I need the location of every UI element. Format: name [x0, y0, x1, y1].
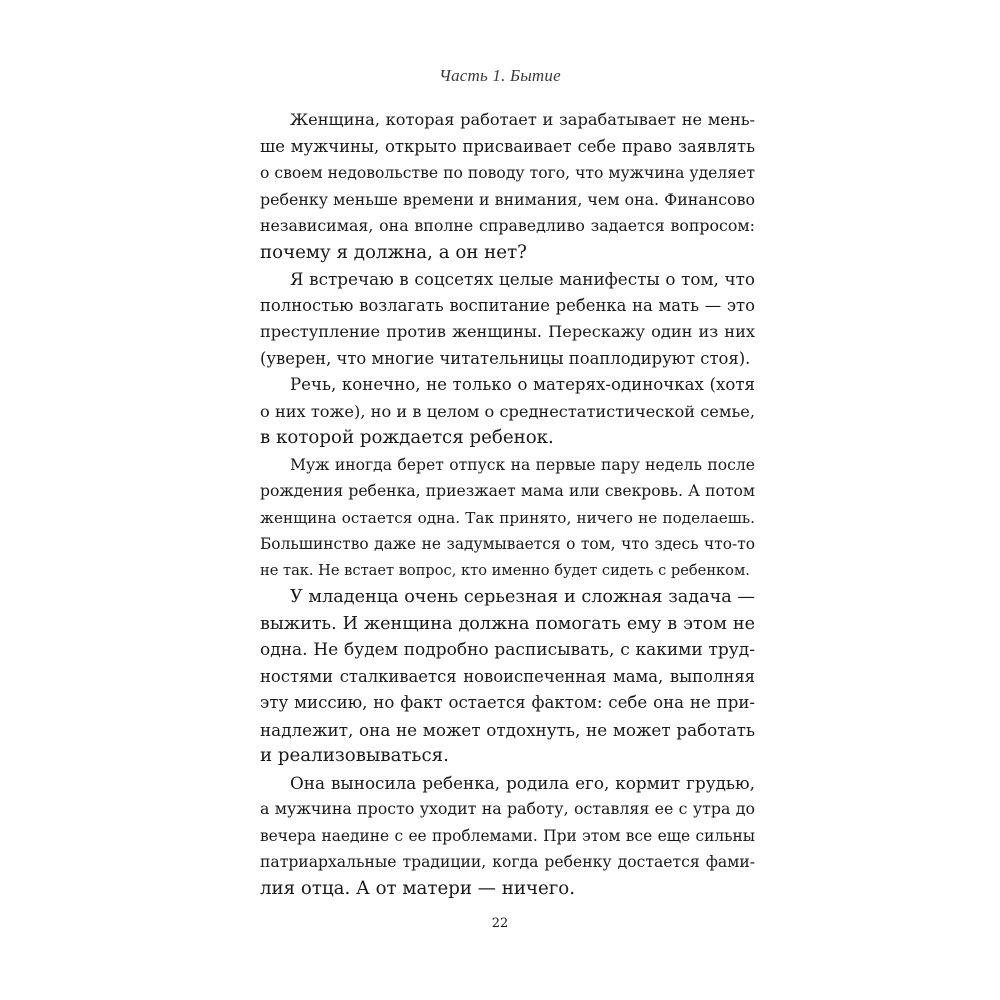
text-line: одна. Не будем подробно расписывать, с какими труд- [260, 640, 755, 660]
text-line: патриархальные традиции, когда ребенку достается фами- [260, 853, 755, 871]
text-line: а мужчина просто уходит на работу, оставляя ее с утра до [260, 799, 755, 818]
text-line: о своем недовольстве по поводу того, что мужчина уделяет [260, 164, 755, 182]
text-line: ностями сталкивается новоиспеченная мама, выполняя [260, 666, 755, 686]
text-line: Речь, конечно, не только о матерях-одиночках (хотя [290, 375, 755, 394]
text-line: эту миссию, но факт остается фактом: себе она не при- [260, 693, 755, 712]
text-line: выжить. И женщина должна помогать ему в этом не [260, 613, 755, 634]
text-line: независимая, она вполне справедливо задается вопросом: [260, 216, 755, 235]
text-line: Женщина, которая работает и зарабатывает не мень- [290, 110, 755, 129]
body-text [260, 107, 755, 902]
running-head: Часть 1. Бытие [439, 66, 561, 85]
text-line: (уверен, что многие читательницы поаплодируют стоя). [260, 348, 751, 368]
text-line: в которой рождается ребенок. [260, 427, 554, 448]
page-number: 22 [491, 916, 509, 931]
text-line: надлежит, она не может отдохнуть, не может работать [260, 719, 755, 740]
text-line: преступление против женщины. Перескажу один из них [260, 322, 755, 341]
text-line: лия отца. А от матери — ничего. [260, 877, 576, 899]
text-line: вечера наедине с ее проблемами. При этом все еще сильны [260, 826, 755, 845]
text-line: Она выносила ребенка, родила его, кормит грудью, [290, 772, 755, 793]
text-line: рождения ребенка, приезжает мама или свекровь. А потом [260, 482, 755, 500]
text-line: Большинство даже не задумывается о том, что здесь что-то [260, 535, 755, 553]
text-line: женщина остается одна. Так принято, ничего не поделаешь. [260, 508, 755, 527]
text-line: полностью возлагать воспитание ребенка на мать — это [260, 295, 755, 315]
text-line: почему я должна, а он нет? [260, 241, 527, 263]
text-line: ребенку меньше времени и внимания, чем она. Финансово [260, 189, 755, 209]
text-line: ше мужчины, открыто присваивает себе право заявлять [260, 136, 755, 156]
text-line: и реализовываться. [260, 745, 449, 766]
text-line: не так. Не встает вопрос, кто именно будет сидеть с ребенком. [260, 561, 750, 579]
text-line: о них тоже), но и в целом о среднестатистической семье, [260, 401, 755, 421]
text-line: Муж иногда берет отпуск на первые пару недель после [290, 455, 755, 474]
text-line: Я встречаю в соцсетях целые манифесты о том, что [290, 269, 755, 289]
text-line: У младенца очень серьезная и сложная задача — [290, 587, 755, 607]
